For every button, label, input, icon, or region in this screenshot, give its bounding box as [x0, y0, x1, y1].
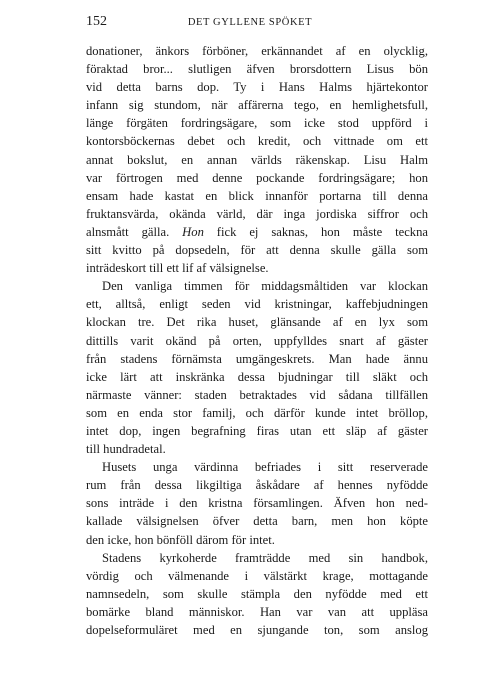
text-line: sons inträde i den kristna församlingen. Äfven hon ned- [86, 496, 428, 511]
page-header [86, 14, 428, 36]
text-line: den icke, hon bönföll därom för intet. [86, 532, 275, 547]
body-text [86, 42, 428, 639]
text-line: namnsedeln, som skulle stämpla den nyfödde med ett [86, 586, 428, 601]
text-line: var förtrogen med denne pockande fordringsägare; hon [86, 170, 428, 185]
page-number: 152 [86, 14, 107, 29]
text-line: dittills varit okänd på orten, uppfylldes snart af gäster [86, 333, 428, 348]
text-line: Husets unga värdinna befriades i sitt reserverade [102, 460, 428, 475]
emphasized-word: Hon [182, 224, 204, 239]
text-line: inträdeskort till ett lif af välsignelse. [86, 261, 269, 276]
text-line: vid detta barns dop. Ty i Hans Halms hjärtekontor [86, 80, 428, 95]
text-line: intet dop, ingen begrafning firas utan ett släp af gäster [86, 423, 428, 438]
text-line: närmaste vänner: staden betraktades vid sådana tillfällen [86, 387, 428, 402]
book-page [86, 14, 428, 639]
text-line: Den vanliga timmen för middagsmåltiden var klockan [102, 279, 428, 294]
text-line: kallade välsignelsen öfver detta barn, men hon köpte [86, 514, 428, 529]
text-line: klockan tre. Det rika huset, glänsande af en lyx som [86, 315, 428, 330]
text-line: bomärke bland människor. Han var van att uppläsa [86, 604, 428, 619]
text-line: Stadens kyrkoherde framträdde med sin handbok, [102, 550, 428, 565]
text-line: ett, alltså, enligt seden vid kristningar, kaffebjudningen [86, 297, 428, 312]
text-line: annat bokslut, en annan världs räkenskap. Lisu Halm [86, 152, 428, 167]
text-line: länge förgäten fordringsägare, som icke stod uppförd i [86, 116, 428, 131]
running-title: DET GYLLENE SPÖKET [187, 17, 313, 28]
text-line: sitt kvitto på dopsedeln, för att denna skulle gälla som [86, 243, 428, 258]
text-line: donationer, änkors förböner, erkännandet af en olycklig, [86, 44, 428, 58]
text-line: från stadens förnämsta umgängeskrets. Man hade ännu [86, 351, 428, 366]
text-line: icke lärt att inskränka dessa bjudningar till släkt och [86, 369, 428, 384]
text-line: fruktansvärda, okända värld, där inga jordiska siffror och [86, 206, 428, 221]
text-line: infann sig stundom, när affärerna tego, en hemlighetsfull, [86, 98, 428, 113]
text-line: vördig och välmenande i välstärkt krage, mottagande [86, 568, 428, 583]
text-line: kontorsböckernas debet och kredit, och vittnade om ett [86, 134, 428, 149]
text-line: alnsmått gälla. Hon fick ej saknas, hon måste teckna [86, 224, 428, 239]
text-line: till hundradetal. [86, 442, 166, 457]
text-line: rum från dessa likgiltiga åskådare af hennes nyfödde [86, 478, 428, 493]
text-line: dopelseformuläret med en sjungande ton, som anslog [86, 623, 428, 637]
text-line: som en enda stor familj, och därför kunde intet bröllop, [86, 405, 428, 420]
text-line: ensam hade kastat en blick innanför portarna till denna [86, 188, 428, 203]
text-line: föraktad bror... slutligen äfven brorsdottern Lisus bön [86, 62, 428, 77]
